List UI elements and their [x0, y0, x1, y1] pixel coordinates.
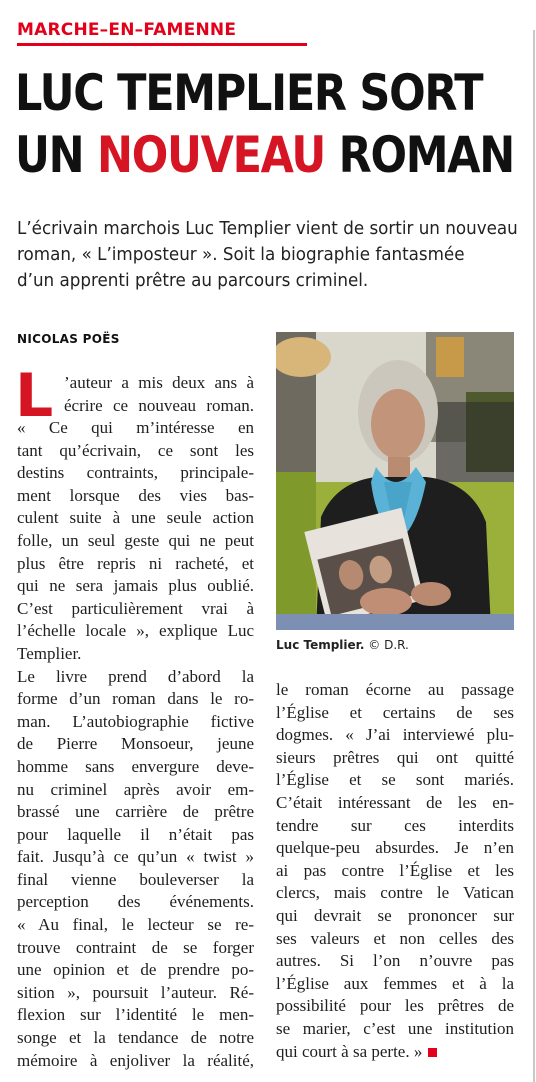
- body-line: perception des événements.: [17, 892, 254, 912]
- body-line: qui court à sa perte. »: [276, 1041, 514, 1064]
- body-line: Templier.: [17, 643, 82, 663]
- lede-line: L’écrivain marchois Luc Templier vient de sortir un nouveau: [17, 218, 518, 239]
- end-mark: [428, 1048, 437, 1057]
- body-line: mémoire à enjoliver la réalité,: [17, 1050, 254, 1070]
- body-line: se marier, c’est une institution: [276, 1018, 514, 1038]
- body-line: brassé une carrière de prêtre: [17, 802, 254, 822]
- body-column-right: [276, 679, 514, 1063]
- body-line: l’échelle locale », explique Luc: [17, 621, 254, 641]
- page-edge-rule: [533, 30, 535, 1082]
- body-line: sieurs prêtres qui ont quitté: [276, 747, 514, 767]
- body-line: Le livre prend d’abord la: [17, 666, 254, 686]
- body-line: ai pas contre l’Église et les: [276, 860, 514, 880]
- body-line: « Au final, le lecteur se re-: [17, 915, 254, 935]
- body-line: autres. Si l’on n’ouvre pas: [276, 951, 514, 971]
- body-line: C’est particulièrement vrai à: [17, 598, 254, 618]
- body-line: flexion sur l’identité le men-: [17, 1005, 254, 1025]
- body-line: ses valeurs et non celles des: [276, 928, 514, 948]
- photo-caption: [276, 638, 409, 652]
- body-line: fait. Jusqu’à ce qu’un « twist »: [17, 847, 254, 867]
- body-line: possibilité pour les prêtres de: [276, 996, 514, 1016]
- body-line: sition », poursuit l’auteur. Ré-: [17, 982, 254, 1002]
- body-line: forme d’un roman dans le ro-: [17, 689, 254, 709]
- body-line: clercs, mais contre le Vatican: [276, 883, 514, 903]
- body-line: culent suite à une seule action: [17, 508, 254, 528]
- lede: [17, 216, 518, 294]
- caption-credit: © D.R.: [368, 638, 409, 652]
- body-line: de Pierre Monsoeur, jeune: [17, 734, 254, 754]
- body-line: homme sans envergure deve-: [17, 756, 254, 776]
- body-line: tant qu’écrivain, ce sont les: [17, 440, 254, 460]
- byline: NICOLAS POËS: [17, 332, 120, 346]
- body-line: qui devrait se prononcer sur: [276, 905, 514, 925]
- body-line: l’Église et certains de ses: [276, 702, 514, 722]
- body-line: songe et la tendance de notre: [17, 1028, 254, 1048]
- body-line: man. L’autobiographie fictive: [17, 711, 254, 731]
- author-photo-illustration: [276, 332, 514, 630]
- lede-line: roman, « L’imposteur ». Soit la biographie fantasmée: [17, 244, 465, 265]
- caption-name: Luc Templier.: [276, 638, 365, 652]
- headline-highlight: NOUVEAU: [97, 126, 325, 184]
- body-line: une opinion et de prendre po-: [17, 960, 254, 980]
- kicker-underline: [17, 43, 307, 46]
- body-line: trouve contraint de se forger: [17, 937, 254, 957]
- body-line: dogmes. « J’ai interviewé plu-: [276, 725, 514, 745]
- author-photo: [276, 332, 514, 630]
- body-line: final vienne bouleverser la: [17, 869, 254, 889]
- body-line: tendre sur ces interdits: [276, 815, 514, 835]
- headline-text: ROMAN: [324, 126, 514, 184]
- body-line: quelque-peu absurdes. Je n’en: [276, 838, 514, 858]
- body-line: destins contraints, principale-: [17, 463, 254, 483]
- body-line: plus être repris ni racheté, et: [17, 553, 254, 573]
- body-line: folle, un seul geste qui ne peut: [17, 530, 254, 550]
- body-line: l’Église et se sont mariés.: [276, 770, 514, 790]
- headline-line-1: LUC TEMPLIER SORT: [15, 64, 483, 122]
- dropcap: L: [15, 361, 54, 431]
- body-column-left-indented: [64, 372, 254, 417]
- body-line: nu criminel après avoir em-: [17, 779, 254, 799]
- body-column-left: [17, 417, 254, 1072]
- headline-line-2: [15, 124, 514, 186]
- lede-line: d’un apprenti prêtre au parcours criminel.: [17, 270, 369, 291]
- headline: [15, 62, 514, 186]
- headline-text: UN: [15, 126, 98, 184]
- body-line: pour laquelle il n’était pas: [17, 824, 254, 844]
- body-line: « Ce qui m’intéresse en: [17, 418, 254, 437]
- body-line: qui ne sera jamais plus oublié.: [17, 576, 254, 596]
- body-line: écrire ce nouveau roman.: [64, 395, 254, 415]
- body-line: le roman écorne au passage: [276, 680, 514, 699]
- body-line: ’auteur a mis deux ans à: [64, 373, 254, 392]
- section-kicker: MARCHE–EN–FAMENNE: [17, 20, 237, 40]
- body-line: l’Église aux femmes et à la: [276, 973, 514, 993]
- body-line: C’était intéressant de les en-: [276, 792, 514, 812]
- body-line: ment lorsque des vies bas-: [17, 485, 254, 505]
